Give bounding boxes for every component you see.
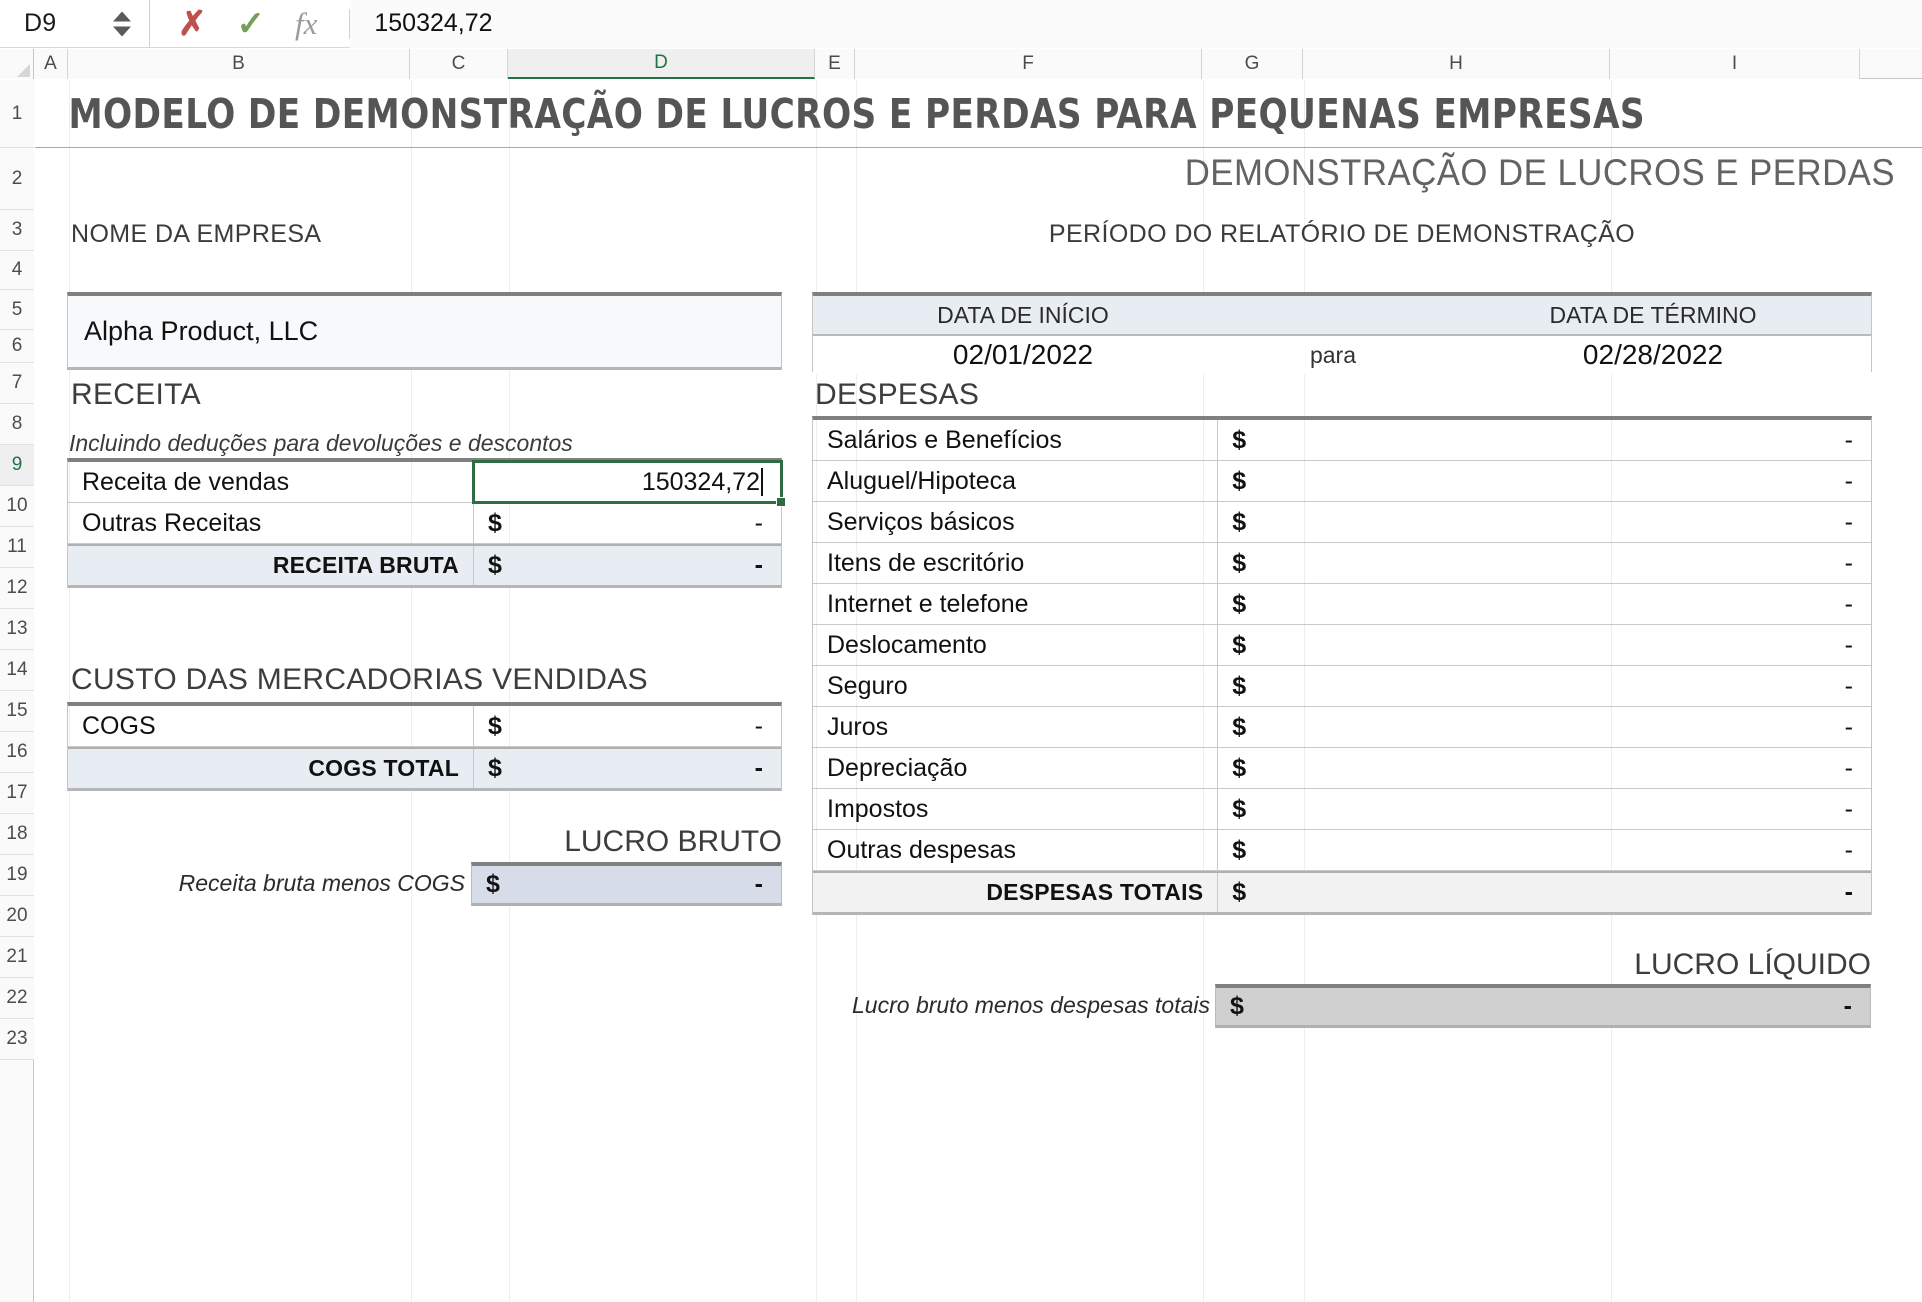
table-row[interactable]	[813, 666, 1871, 707]
currency-symbol: $	[1232, 835, 1247, 864]
expense-row-amount-3: -	[1844, 548, 1853, 577]
period-connector-label: para	[1309, 341, 1357, 368]
page-title: MODELO DE DEMONSTRAÇÃO DE LUCROS E PERDAS PARA PEQUENAS EMPRESAS	[68, 89, 1645, 138]
expense-row-amount-9: -	[1844, 794, 1853, 823]
row-header-6[interactable]: 6	[0, 330, 34, 363]
row-header-11[interactable]: 11	[0, 527, 34, 568]
gross-profit-value[interactable]	[471, 862, 782, 906]
revenue-heading: RECEITA	[71, 378, 201, 411]
revenue-row-value-1[interactable]	[474, 503, 781, 543]
expense-row-label-5: Deslocamento	[813, 625, 1218, 665]
end-date-value: 02/28/2022	[1582, 339, 1724, 370]
title-band	[35, 80, 1922, 148]
table-row[interactable]	[813, 502, 1871, 543]
expense-row-value-6[interactable]	[1218, 666, 1871, 706]
select-all-corner[interactable]	[0, 49, 34, 79]
revenue-row-label-1: Outras Receitas	[68, 503, 474, 543]
revenue-total-value[interactable]	[474, 546, 781, 585]
revenue-total-label: RECEITA BRUTA	[68, 546, 474, 585]
revenue-row-amount-0: 150324,72	[641, 467, 760, 496]
currency-symbol: $	[1232, 466, 1247, 495]
cogs-table	[67, 702, 782, 791]
end-date-header-label: DATA DE TÉRMINO	[1549, 301, 1757, 328]
expense-row-value-10[interactable]	[1218, 830, 1871, 870]
text-cursor	[761, 468, 763, 496]
expense-row-amount-10: -	[1844, 835, 1853, 864]
row-header-17[interactable]: 17	[0, 773, 34, 814]
table-row[interactable]	[813, 748, 1871, 789]
revenue-row-label-0: Receita de vendas	[68, 462, 474, 502]
gridline-a-b	[69, 80, 70, 1302]
expenses-total-row[interactable]	[813, 871, 1871, 915]
expense-row-amount-0: -	[1844, 425, 1853, 454]
cogs-heading: CUSTO DAS MERCADORIAS VENDIDAS	[71, 663, 648, 696]
table-row[interactable]	[813, 789, 1871, 830]
row-header-14[interactable]: 14	[0, 650, 34, 691]
column-header-row	[0, 49, 1922, 79]
cogs-total-amount: -	[754, 754, 763, 782]
expense-row-value-0[interactable]	[1218, 420, 1871, 460]
name-box-value: D9	[24, 9, 57, 37]
company-name-cell[interactable]	[67, 292, 782, 370]
expense-row-value-9[interactable]	[1218, 789, 1871, 829]
column-header-b[interactable]: B	[68, 49, 410, 79]
column-header-e[interactable]: E	[815, 49, 855, 79]
currency-symbol: $	[1232, 507, 1247, 536]
company-name-label: NOME DA EMPRESA	[71, 220, 322, 248]
column-header-i[interactable]: I	[1610, 49, 1860, 79]
table-row[interactable]	[813, 461, 1871, 502]
row-header-10[interactable]: 10	[0, 486, 34, 527]
cancel-x-icon[interactable]: ✗	[178, 4, 207, 43]
confirm-check-icon[interactable]: ✓	[236, 4, 265, 43]
table-row[interactable]	[68, 462, 781, 503]
start-date-header-label: DATA DE INÍCIO	[937, 301, 1109, 328]
expense-row-amount-8: -	[1844, 753, 1853, 782]
row-header-7[interactable]: 7	[0, 363, 34, 404]
revenue-row-value-0[interactable]	[474, 462, 781, 502]
formula-bar	[0, 0, 1922, 48]
revenue-table	[67, 458, 782, 588]
table-row[interactable]	[813, 420, 1871, 461]
row-header-20[interactable]: 20	[0, 896, 34, 937]
company-name-value: Alpha Product, LLC	[84, 316, 319, 346]
expense-row-value-1[interactable]	[1218, 461, 1871, 501]
revenue-note: Incluindo deduções para devoluções e descontos	[69, 430, 573, 456]
currency-symbol: $	[488, 711, 502, 740]
expenses-total-amount: -	[1844, 878, 1853, 906]
document-subtitle: DEMONSTRAÇÃO DE LUCROS E PERDAS	[1184, 152, 1895, 193]
expense-row-label-8: Depreciação	[813, 748, 1218, 788]
expense-row-value-5[interactable]	[1218, 625, 1871, 665]
table-row[interactable]	[68, 503, 781, 544]
expense-row-amount-2: -	[1844, 507, 1853, 536]
table-row[interactable]	[68, 706, 781, 747]
expense-row-amount-1: -	[1844, 466, 1853, 495]
start-date-value: 02/01/2022	[952, 339, 1094, 370]
end-date-cell[interactable]	[1433, 336, 1873, 374]
fx-icon[interactable]: fx	[295, 6, 318, 41]
row-header-18[interactable]: 18	[0, 814, 34, 855]
row-header-19[interactable]: 19	[0, 855, 34, 896]
cogs-row-label-0: COGS	[68, 706, 474, 746]
row-header-1[interactable]: 1	[0, 80, 34, 148]
expense-row-amount-4: -	[1844, 589, 1853, 618]
expense-row-label-4: Internet e telefone	[813, 584, 1218, 624]
expense-row-value-2[interactable]	[1218, 502, 1871, 542]
period-title: PERÍODO DO RELATÓRIO DE DEMONSTRAÇÃO	[1048, 220, 1636, 248]
chevron-down-icon	[113, 26, 131, 36]
expense-row-amount-7: -	[1844, 712, 1853, 741]
currency-symbol: $	[1232, 753, 1247, 782]
chevron-up-icon	[113, 11, 131, 21]
column-header-f[interactable]: F	[855, 49, 1202, 79]
cogs-total-value[interactable]	[474, 749, 781, 788]
expense-row-label-10: Outras despesas	[813, 830, 1218, 870]
row-header-12[interactable]: 12	[0, 568, 34, 609]
revenue-total-amount: -	[754, 551, 763, 579]
net-profit-value[interactable]	[1215, 984, 1871, 1028]
currency-symbol: $	[1232, 548, 1247, 577]
row-header-22[interactable]: 22	[0, 978, 34, 1019]
expense-row-amount-6: -	[1844, 671, 1853, 700]
net-profit-heading: LUCRO LÍQUIDO	[1634, 948, 1871, 981]
table-row[interactable]	[813, 543, 1871, 584]
expense-row-label-7: Juros	[813, 707, 1218, 747]
expense-row-label-3: Itens de escritório	[813, 543, 1218, 583]
expense-row-value-3[interactable]	[1218, 543, 1871, 583]
currency-symbol: $	[1232, 589, 1247, 618]
currency-symbol: $	[486, 870, 500, 898]
net-profit-amount: -	[1843, 992, 1852, 1020]
column-header-a[interactable]: A	[34, 49, 68, 79]
expense-row-value-4[interactable]	[1218, 584, 1871, 624]
table-row[interactable]	[813, 707, 1871, 748]
spreadsheet-canvas[interactable]	[35, 80, 1922, 1302]
gross-profit-heading: LUCRO BRUTO	[564, 825, 782, 858]
row-header-23[interactable]: 23	[0, 1019, 34, 1060]
name-box-dropdown-icon[interactable]	[113, 11, 131, 36]
currency-symbol: $	[1232, 794, 1247, 823]
expense-row-label-2: Serviços básicos	[813, 502, 1218, 542]
expenses-table	[812, 416, 1872, 915]
currency-symbol: $	[1230, 992, 1244, 1020]
gross-profit-note: Receita bruta menos COGS	[178, 870, 465, 896]
formula-input[interactable]: 150324,72	[350, 0, 1922, 48]
expense-row-value-8[interactable]	[1218, 748, 1871, 788]
row-header-16[interactable]: 16	[0, 732, 34, 773]
currency-symbol: $	[488, 508, 502, 537]
row-header-3[interactable]: 3	[0, 210, 34, 251]
expense-row-value-7[interactable]	[1218, 707, 1871, 747]
column-header-h[interactable]: H	[1303, 49, 1610, 79]
formula-bar-actions	[150, 4, 345, 43]
table-row[interactable]	[813, 584, 1871, 625]
row-header-4[interactable]: 4	[0, 251, 34, 290]
cogs-total-label: COGS TOTAL	[68, 749, 474, 788]
currency-symbol: $	[1232, 630, 1247, 659]
row-header-13[interactable]: 13	[0, 609, 34, 650]
currency-symbol: $	[1232, 671, 1247, 700]
currency-symbol: $	[488, 754, 502, 782]
row-header-8[interactable]: 8	[0, 404, 34, 445]
fill-handle[interactable]	[776, 497, 786, 507]
currency-symbol: $	[488, 551, 502, 579]
revenue-total-row[interactable]	[68, 544, 781, 588]
start-date-cell[interactable]	[813, 336, 1233, 374]
currency-symbol: $	[1232, 425, 1247, 454]
net-profit-note: Lucro bruto menos despesas totais	[852, 992, 1210, 1018]
expense-row-label-0: Salários e Benefícios	[813, 420, 1218, 460]
period-value-row	[813, 336, 1871, 374]
start-date-header	[813, 296, 1233, 334]
expense-row-label-6: Seguro	[813, 666, 1218, 706]
gross-profit-amount: -	[754, 870, 763, 898]
row-header-2[interactable]: 2	[0, 148, 34, 210]
expenses-total-label: DESPESAS TOTAIS	[813, 873, 1218, 912]
column-header-d[interactable]: D	[508, 49, 815, 79]
cogs-row-amount-0: -	[754, 711, 763, 740]
table-row[interactable]	[813, 625, 1871, 666]
currency-symbol: $	[1232, 712, 1247, 741]
row-header-column	[0, 80, 34, 1302]
row-header-9[interactable]: 9	[0, 445, 34, 486]
period-connector	[1233, 336, 1433, 374]
expense-row-amount-5: -	[1844, 630, 1853, 659]
expense-row-label-9: Impostos	[813, 789, 1218, 829]
currency-symbol: $	[1232, 878, 1247, 906]
column-header-c[interactable]: C	[410, 49, 508, 79]
cogs-row-value-0[interactable]	[474, 706, 781, 746]
expenses-heading: DESPESAS	[815, 378, 980, 411]
expense-row-label-1: Aluguel/Hipoteca	[813, 461, 1218, 501]
revenue-row-amount-1: -	[754, 508, 763, 537]
column-header-g[interactable]: G	[1202, 49, 1303, 79]
table-row[interactable]	[813, 830, 1871, 871]
end-date-header	[1433, 296, 1873, 334]
period-header-row	[813, 296, 1871, 336]
row-header-21[interactable]: 21	[0, 937, 34, 978]
row-header-15[interactable]: 15	[0, 691, 34, 732]
row-header-5[interactable]: 5	[0, 290, 34, 330]
period-table	[812, 292, 1872, 372]
expenses-total-value[interactable]	[1218, 873, 1871, 912]
name-box[interactable]	[0, 0, 150, 48]
cogs-total-row[interactable]	[68, 747, 781, 791]
